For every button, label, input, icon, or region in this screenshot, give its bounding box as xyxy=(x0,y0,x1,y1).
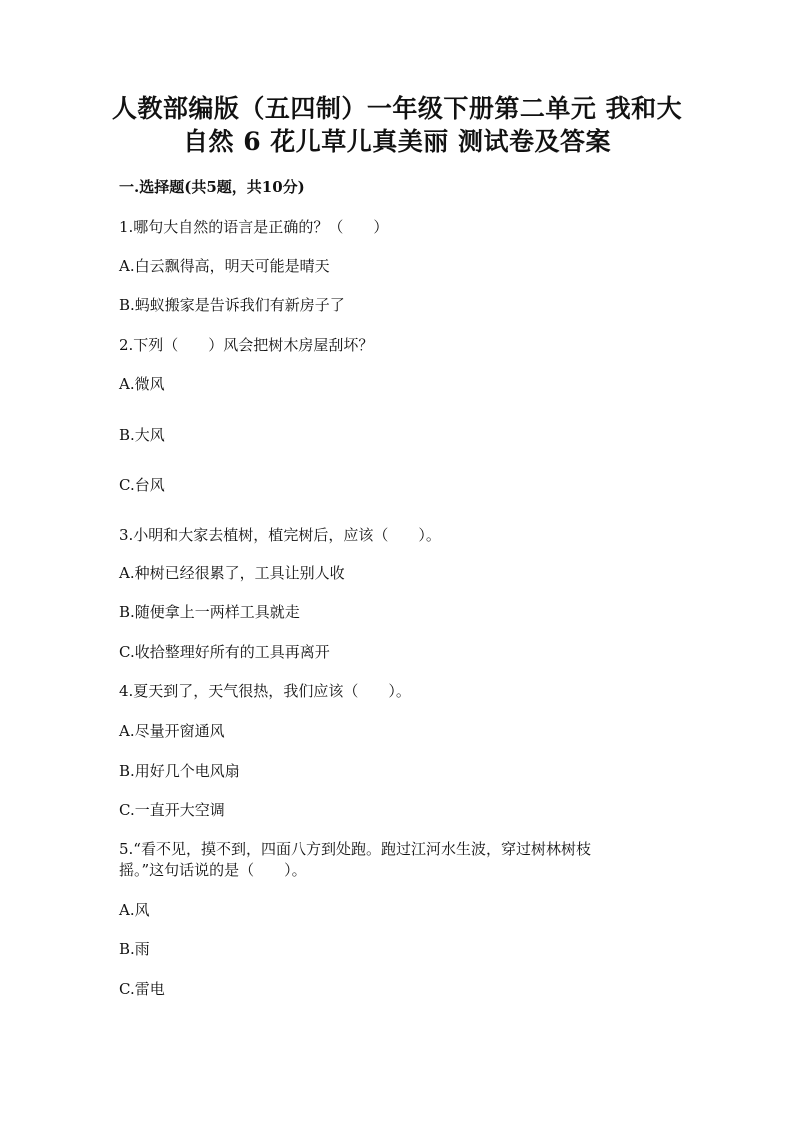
question-1-option-b: B.蚂蚁搬家是告诉我们有新房子了 xyxy=(119,296,345,314)
section-heading: 一.选择题(共5题，共10分) xyxy=(119,178,305,196)
question-2-option-c: C.台风 xyxy=(119,476,165,494)
title-line-1: 人教部编版（五四制）一年级下册第二单元 我和大 xyxy=(111,94,683,123)
question-1-option-a: A.白云飘得高，明天可能是晴天 xyxy=(119,257,330,275)
question-4-option-a: A.尽量开窗通风 xyxy=(119,722,225,740)
question-2-stem: 2.下列（ ）风会把树木房屋刮坏？ xyxy=(119,336,374,354)
question-5-stem-line-2: 摇。”这句话说的是（ ）。 xyxy=(119,861,307,879)
question-5-stem-line-1: 5.“看不见，摸不到，四面八方到处跑。跑过江河水生波，穿过树林树枝 xyxy=(119,840,591,858)
question-3-option-a: A.种树已经很累了，工具让别人收 xyxy=(119,564,345,582)
question-2-option-b: B.大风 xyxy=(119,426,165,444)
question-5-option-c: C.雷电 xyxy=(119,980,165,998)
question-4-option-b: B.用好几个电风扇 xyxy=(119,762,240,780)
question-3-option-c: C.收拾整理好所有的工具再离开 xyxy=(119,643,330,661)
question-1-stem: 1.哪句大自然的语言是正确的？（ ） xyxy=(119,218,389,236)
title-line-2: 自然 6 花儿草儿真美丽 测试卷及答案 xyxy=(182,127,611,156)
question-4-stem: 4.夏天到了，天气很热，我们应该（ ）。 xyxy=(119,682,411,700)
document-title xyxy=(80,92,714,158)
question-5-option-b: B.雨 xyxy=(119,940,150,958)
question-3-stem: 3.小明和大家去植树，植完树后，应该（ ）。 xyxy=(119,526,441,544)
question-2-option-a: A.微风 xyxy=(119,375,165,393)
question-3-option-b: B.随便拿上一两样工具就走 xyxy=(119,603,300,621)
question-4-option-c: C.一直开大空调 xyxy=(119,801,225,819)
question-5-option-a: A.风 xyxy=(119,901,150,919)
